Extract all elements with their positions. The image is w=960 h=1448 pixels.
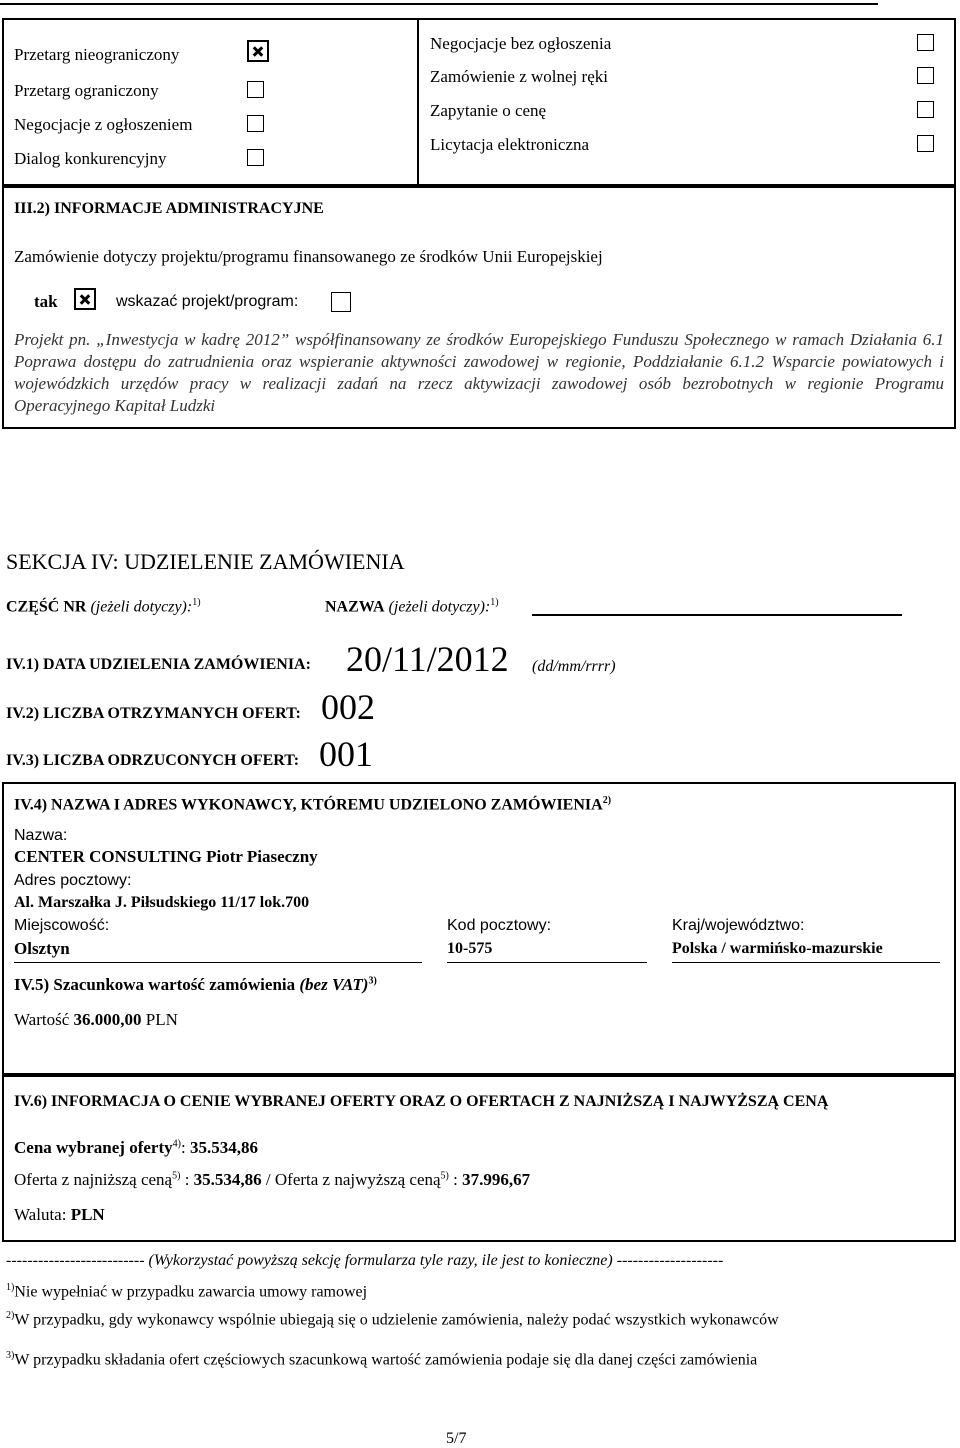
postal-label: Kod pocztowy:: [447, 917, 552, 934]
city-value: Olsztyn: [14, 939, 70, 958]
estimate-sup: 3): [368, 975, 377, 987]
name-field-value: CENTER CONSULTING Piotr Piaseczny: [14, 847, 318, 866]
contractor-heading: [14, 795, 611, 814]
part-label: CZĘŚĆ NR: [6, 598, 87, 616]
name-note: (jeżeli dotyczy):: [388, 598, 491, 616]
value-row: [14, 1010, 178, 1030]
checkbox-icon[interactable]: [247, 149, 264, 166]
price-heading: IV.6) INFORMACJA O CENIE WYBRANEJ OFERTY ORAZ O OFERTACH Z NAJNIŻSZĄ I NAJWYŻSZĄ CENĄ: [14, 1093, 829, 1110]
name-field-label: Nazwa:: [14, 827, 68, 844]
currency-row: [14, 1205, 105, 1225]
footnote-text: Nie wypełniać w przypadku zawarcia umowy ramowej: [14, 1283, 368, 1301]
value-label: Wartość: [14, 1010, 70, 1029]
procedure-label: Licytacja elektroniczna: [430, 135, 590, 154]
part-row: [6, 597, 201, 616]
procedure-label: Negocjacje bez ogłoszenia: [430, 34, 612, 53]
indicate-label: wskazać projekt/program:: [116, 293, 299, 310]
footer-separator: -------------------------- (Wykorzystać powyższą sekcję formularza tyle razy, ile jest to konieczne) --------------------: [6, 1252, 724, 1269]
lowest-highest-row: Oferta z najniższą ceną$^{5)}$ : 35.534,86 / Oferta z najwyższą ceną$^{5)}$ : 37.996,67: [14, 1170, 531, 1189]
date-label: IV.1) DATA UDZIELENIA ZAMÓWIENIA:: [6, 656, 311, 673]
estimate-note: (bez VAT): [299, 975, 369, 994]
region-value: Polska / warmińsko-mazurskie: [672, 940, 883, 957]
page-number: 5/7: [446, 1430, 467, 1447]
highest-value: 37.996,67: [462, 1170, 531, 1189]
name-row: [325, 597, 499, 616]
name-label: NAZWA: [325, 598, 385, 616]
region-label: Kraj/województwo:: [672, 917, 805, 934]
footnote: [6, 1282, 936, 1301]
part-sup: 1): [192, 597, 201, 608]
footnote-text: W przypadku składania ofert częściowych szacunkową wartość zamówienia podaje się dla danej części zamówienia: [14, 1351, 758, 1369]
rejected-value: 001: [319, 734, 373, 774]
checkbox-checked-icon[interactable]: [247, 40, 269, 62]
currency-value: PLN: [70, 1205, 105, 1224]
address-label: Adres pocztowy:: [14, 872, 132, 889]
eu-question: Zamówienie dotyczy projektu/programu finansowanego ze środków Unii Europejskiej: [14, 247, 603, 266]
rejected-label: IV.3) LICZBA ODRZUCONYCH OFERT:: [6, 752, 300, 769]
procedure-label: Przetarg nieograniczony: [14, 45, 180, 64]
section-title: SEKCJA IV: UDZIELENIE ZAMÓWIENIA: [6, 549, 405, 574]
lowest-sup: 5): [172, 1170, 181, 1182]
date-format: (dd/mm/rrrr): [532, 658, 616, 675]
checkbox-icon[interactable]: [331, 292, 351, 312]
procedure-divider: [417, 18, 419, 186]
currency-label: Waluta:: [14, 1205, 67, 1224]
lowest-label: Oferta z najniższą ceną: [14, 1170, 173, 1189]
checkbox-icon[interactable]: [917, 67, 934, 84]
city-underline: [14, 962, 422, 963]
footnote-sup: 3): [6, 1350, 15, 1361]
highest-sup: 5): [440, 1170, 449, 1182]
project-description: Projekt pn. „Inwestycja w kadrę 2012” współfinansowany ze środków Europejskiego Funduszu Społecznego w ramach Działania 6.1 Poprawa dostępu do zatrudnienia oraz wspieranie aktywności zawodowej w regionie, Poddziałanie 6.1.2 Wsparcie powiatowych i wojewódzkich urzędów pracy w realizacji zadań na rzecz aktywizacji zawodowej osób bezrobotnych w regionie Programu Operacyjnego Kapitał Ludzki: [14, 330, 944, 415]
estimate-heading: [14, 975, 377, 995]
postal-value: 10-575: [447, 940, 493, 957]
offers-value: 002: [321, 687, 375, 727]
address-value: Al. Marszałka J. Piłsudskiego 11/17 lok.700: [14, 894, 310, 911]
admin-heading: III.2) INFORMACJE ADMINISTRACYJNE: [14, 200, 324, 217]
contractor-sup: 2): [602, 795, 612, 806]
name-sup: 1): [490, 597, 499, 608]
checkbox-icon[interactable]: [247, 81, 264, 98]
selected-label: Cena wybranej oferty: [14, 1138, 173, 1157]
offers-label: IV.2) LICZBA OTRZYMANYCH OFERT:: [6, 705, 301, 722]
estimate-label: IV.5) Szacunkowa wartość zamówienia: [14, 975, 296, 994]
footnote-sup: 1): [6, 1282, 15, 1293]
region-underline: [672, 962, 940, 963]
date-value: 20/11/2012: [346, 639, 509, 679]
value-amount: 36.000,00: [73, 1010, 142, 1029]
city-label: Miejscowość:: [14, 917, 110, 934]
part-note: (jeżeli dotyczy):: [90, 598, 193, 616]
value-currency: PLN: [145, 1010, 178, 1029]
footnote-text: W przypadku, gdy wykonawcy wspólnie ubiegają się o udzielenie zamówienia, należy podać wszystkich wykonawców: [14, 1311, 779, 1329]
procedure-label: Zamówienie z wolnej ręki: [430, 67, 608, 86]
footnote-sup: 2): [6, 1310, 15, 1321]
footnote: [6, 1350, 936, 1369]
checkbox-checked-icon[interactable]: [74, 288, 96, 310]
selected-price-row: Cena wybranej oferty$^{4)}$: 35.534,86: [14, 1138, 258, 1157]
procedure-label: Dialog konkurencyjny: [14, 149, 167, 168]
lowest-value: 35.534,86: [193, 1170, 262, 1189]
procedure-label: Przetarg ograniczony: [14, 81, 159, 100]
procedure-label: Negocjacje z ogłoszeniem: [14, 115, 193, 134]
name-input-line[interactable]: [532, 614, 902, 616]
selected-sup: 4): [172, 1138, 181, 1150]
postal-underline: [447, 962, 647, 963]
checkbox-icon[interactable]: [247, 115, 264, 132]
checkbox-icon[interactable]: [917, 34, 934, 51]
tak-label: tak: [34, 292, 58, 311]
highest-label: / Oferta z najwyższą ceną: [265, 1170, 441, 1189]
checkbox-icon[interactable]: [917, 135, 934, 152]
footnote: [6, 1306, 846, 1330]
checkbox-icon[interactable]: [917, 101, 934, 118]
selected-value: 35.534,86: [189, 1138, 258, 1157]
procedure-label: Zapytanie o cenę: [430, 101, 547, 120]
contractor-heading-text: IV.4) NAZWA I ADRES WYKONAWCY, KTÓREMU UDZIELONO ZAMÓWIENIA: [14, 796, 603, 814]
top-rule: [0, 3, 878, 5]
